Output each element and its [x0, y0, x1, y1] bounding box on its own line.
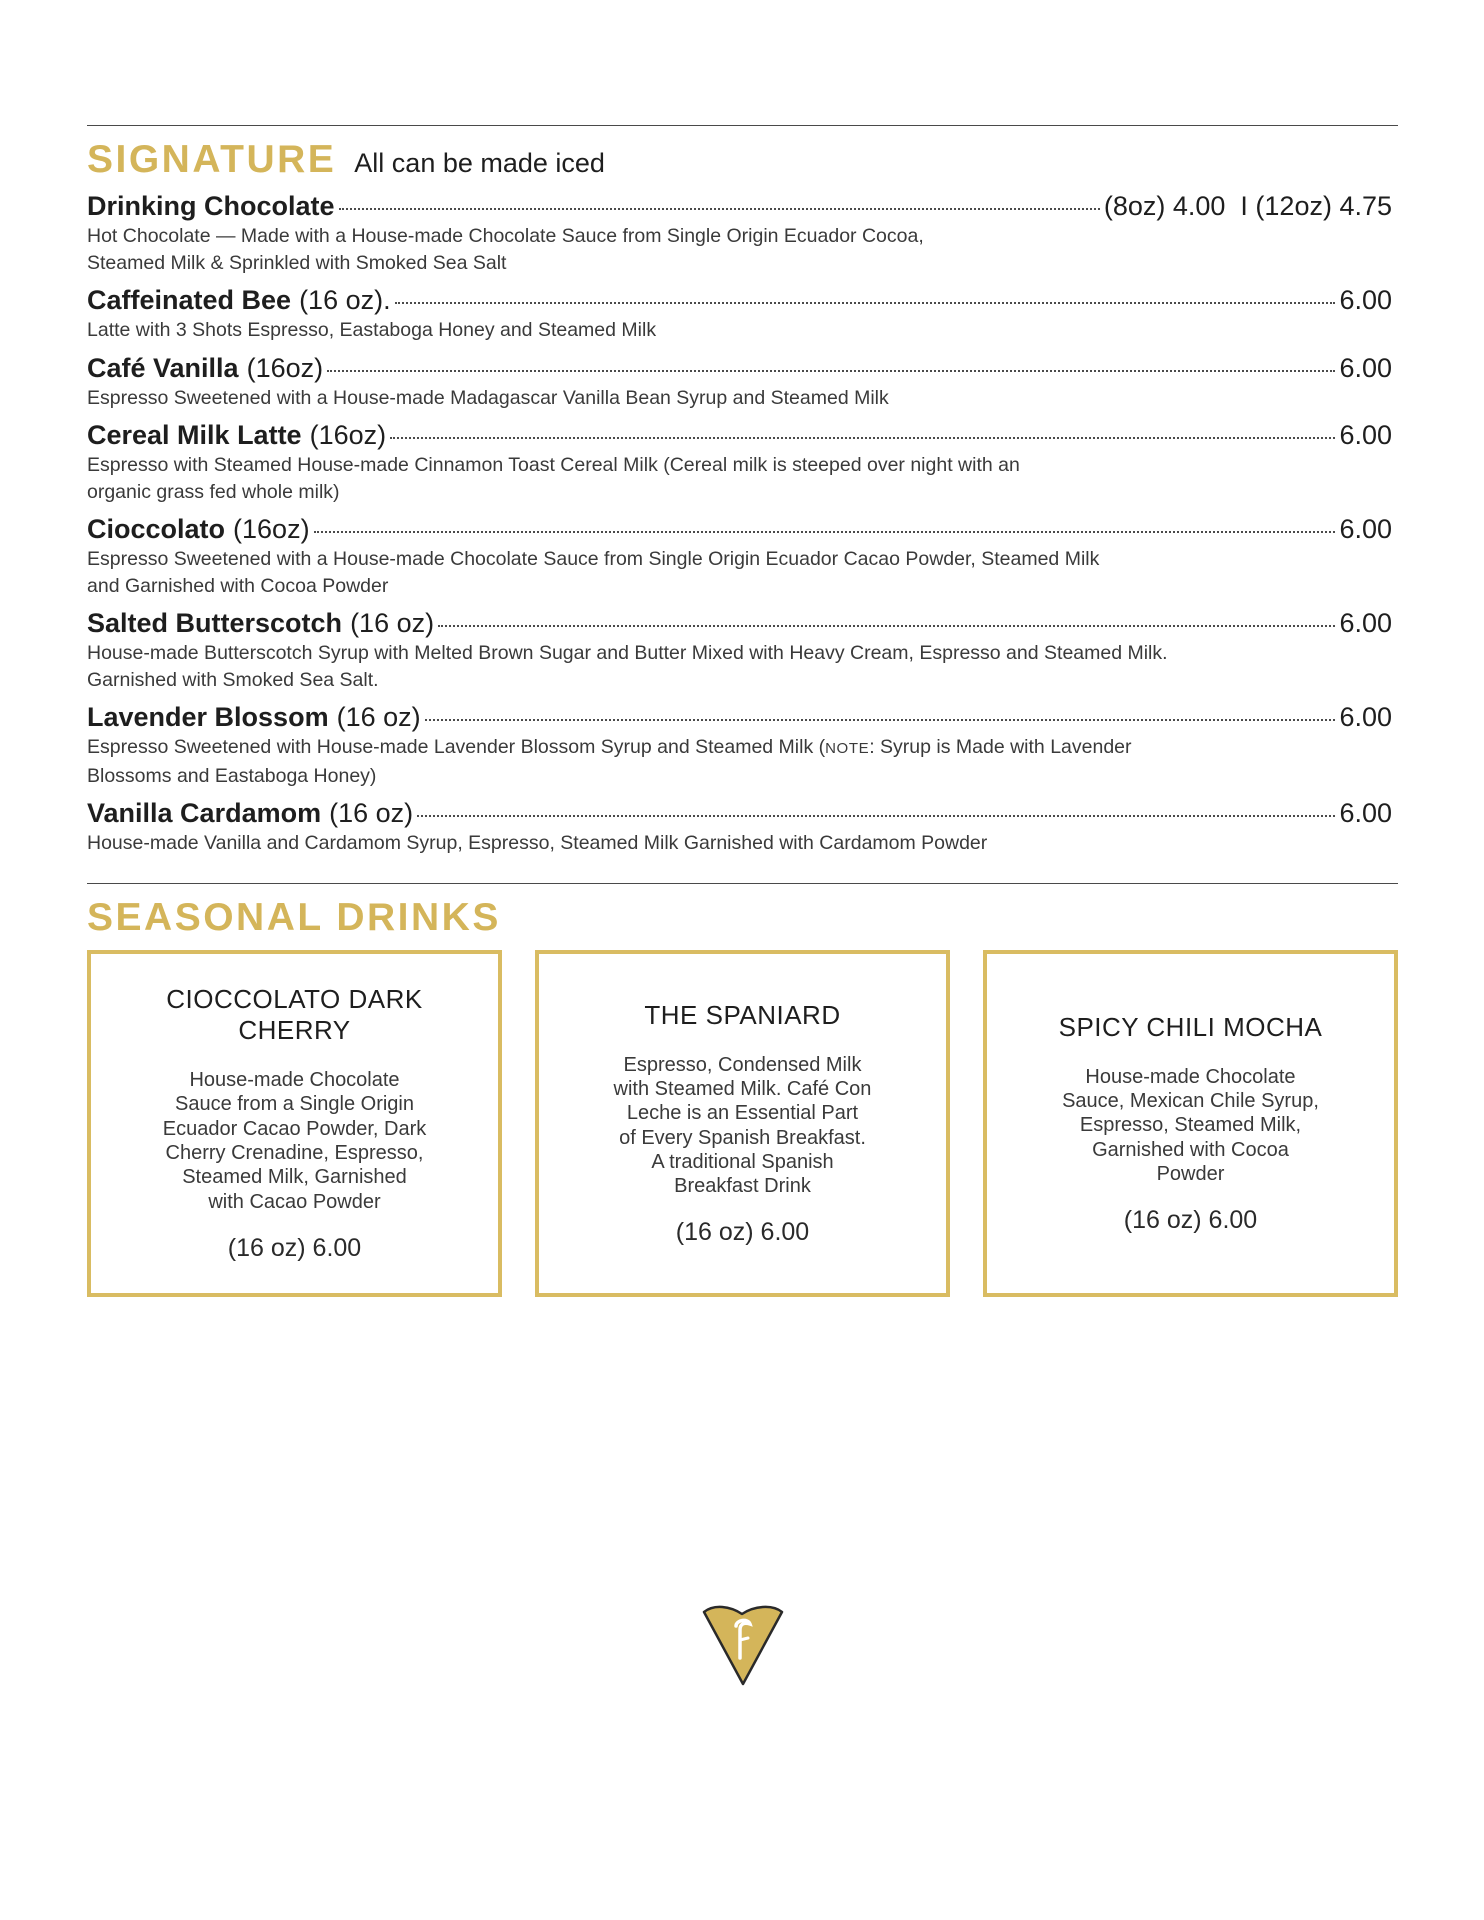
card-title	[166, 984, 422, 1046]
card-title-line: THE SPANIARD	[644, 999, 841, 1030]
item-size: (16 oz).	[299, 285, 391, 315]
item-description	[87, 734, 1398, 789]
menu-item	[87, 513, 1398, 599]
item-size: (16 oz)	[350, 608, 435, 638]
description-line: House-made Vanilla and Cardamom Syrup, Espresso, Steamed Milk Garnished with Cardamom Powder	[87, 832, 988, 854]
seasonal-divider	[87, 883, 1398, 884]
card-description	[1062, 1065, 1319, 1186]
item-size: (16oz)	[233, 514, 310, 544]
card-description-line: Steamed Milk, Garnished	[182, 1166, 407, 1189]
seasonal-card	[983, 950, 1398, 1297]
crepe-cone-logo-icon	[700, 1602, 786, 1688]
description-line	[87, 734, 1398, 763]
item-description	[87, 546, 1398, 599]
menu-item	[87, 797, 1398, 857]
menu-item	[87, 190, 1398, 276]
description-line: and Garnished with Cocoa Powder	[87, 574, 389, 597]
card-description-line: House-made Chocolate	[1085, 1065, 1296, 1088]
card-price: (16 oz) 6.00	[675, 1218, 810, 1247]
item-price: 6.00	[1339, 608, 1392, 638]
card-description-line: of Every Spanish Breakfast.	[619, 1126, 866, 1149]
description-line: Espresso with Steamed House-made Cinnamon Toast Cereal Milk (Cereal milk is steeped over night with an	[87, 454, 1020, 476]
description-line: Espresso Sweetened with a House-made Chocolate Sauce from Single Origin Ecuador Cacao Powder, Steamed Milk	[87, 548, 1100, 570]
dot-leader	[438, 625, 1335, 627]
dot-leader	[417, 815, 1335, 817]
item-size: (16oz)	[309, 420, 387, 450]
card-description-line: Espresso, Steamed Milk,	[1079, 1114, 1302, 1137]
description-line: House-made Butterscotch Syrup with Melted Brown Sugar and Butter Mixed with Heavy Cream, Espresso and Steamed Milk.	[87, 642, 1168, 664]
menu-item	[87, 352, 1398, 412]
item-name: Drinking Chocolate	[87, 191, 335, 221]
description-line: Steamed Milk & Sprinkled with Smoked Sea Salt	[87, 251, 507, 274]
item-description	[87, 317, 1398, 344]
dot-leader	[314, 531, 1336, 533]
card-description-line: Sauce, Mexican Chile Syrup,	[1062, 1090, 1319, 1113]
item-name: Café Vanilla	[87, 352, 239, 383]
menu-item	[87, 284, 1398, 344]
item-price: 6.00	[1339, 285, 1392, 315]
top-divider	[87, 125, 1398, 126]
item-name: Vanilla Cardamom	[87, 798, 322, 828]
card-description-line: Ecuador Cacao Powder, Dark	[162, 1117, 427, 1140]
item-price: 6.00	[1339, 798, 1392, 828]
description-text: Espresso Sweetened with House-made Lavender Blossom Syrup and Steamed Milk (	[87, 736, 826, 758]
signature-menu-list	[87, 190, 1398, 865]
item-description	[87, 385, 1398, 412]
card-description-line: A traditional Spanish	[651, 1150, 834, 1173]
signature-subtitle: All can be made iced	[354, 148, 605, 178]
item-description	[87, 640, 1398, 693]
seasonal-header	[87, 896, 501, 940]
item-description	[87, 830, 1398, 857]
description-text: : Syrup is Made with Lavender	[869, 736, 1132, 758]
card-description-line: Breakfast Drink	[674, 1175, 811, 1198]
card-description-line: Powder	[1156, 1162, 1225, 1185]
description-line: Garnished with Smoked Sea Salt.	[87, 668, 379, 691]
item-name: Lavender Blossom	[87, 702, 329, 732]
card-description-line: Cherry Crenadine, Espresso,	[165, 1142, 424, 1164]
card-description-line: Leche is an Essential Part	[626, 1102, 859, 1125]
item-price: 6.00	[1339, 702, 1392, 732]
dot-leader	[327, 370, 1335, 372]
card-title-line: CHERRY	[238, 1015, 351, 1046]
item-size: (16oz)	[246, 352, 324, 383]
seasonal-card	[535, 950, 950, 1297]
card-description	[163, 1068, 426, 1214]
card-description-line: Espresso, Condensed Milk	[623, 1053, 862, 1076]
signature-title: SIGNATURE	[87, 138, 337, 181]
card-description	[614, 1053, 872, 1199]
description-line: organic grass fed whole milk)	[87, 480, 340, 503]
dot-leader	[339, 208, 1100, 210]
card-title	[644, 1000, 840, 1031]
card-description-line: with Steamed Milk. Café Con	[613, 1077, 872, 1100]
item-price: 6.00	[1339, 352, 1392, 383]
card-title-line: SPICY CHILI MOCHA	[1058, 1011, 1323, 1042]
card-title	[1059, 1012, 1323, 1043]
menu-item	[87, 419, 1398, 505]
item-price: 6.00	[1339, 420, 1392, 450]
seasonal-cards	[87, 950, 1398, 1297]
menu-item	[87, 607, 1398, 693]
card-description-line: House-made Chocolate	[189, 1069, 400, 1092]
description-line: Hot Chocolate — Made with a House-made Chocolate Sauce from Single Origin Ecuador Cocoa,	[87, 225, 924, 247]
item-description	[87, 223, 1398, 276]
note-label: NOTE	[825, 740, 870, 757]
item-size: (16 oz)	[336, 702, 421, 732]
card-description-line: Garnished with Cocoa	[1092, 1138, 1289, 1161]
description-line: Espresso Sweetened with a House-made Madagascar Vanilla Bean Syrup and Steamed Milk	[87, 386, 889, 409]
item-name: Cioccolato	[87, 514, 226, 544]
seasonal-title: SEASONAL DRINKS	[87, 896, 501, 939]
card-price: (16 oz) 6.00	[1123, 1206, 1258, 1235]
signature-header	[87, 138, 605, 182]
item-description	[87, 452, 1398, 505]
card-price: (16 oz) 6.00	[227, 1233, 362, 1262]
item-name: Caffeinated Bee	[87, 285, 292, 315]
description-line: Blossoms and Eastaboga Honey)	[87, 764, 377, 787]
item-name: Salted Butterscotch	[87, 608, 343, 638]
card-description-line: with Cacao Powder	[208, 1190, 381, 1213]
description-line: Latte with 3 Shots Espresso, Eastaboga Honey and Steamed Milk	[87, 319, 657, 341]
item-price: (8oz) 4.00 I (12oz) 4.75	[1103, 191, 1392, 221]
card-title-line: CIOCCOLATO DARK	[166, 984, 423, 1015]
dot-leader	[390, 437, 1335, 439]
dot-leader	[425, 719, 1336, 721]
item-name: Cereal Milk Latte	[87, 420, 302, 450]
menu-item	[87, 701, 1398, 789]
dot-leader	[395, 302, 1336, 304]
card-description-line: Sauce from a Single Origin	[174, 1093, 414, 1116]
seasonal-card	[87, 950, 502, 1297]
item-size: (16 oz)	[329, 798, 414, 828]
item-price: 6.00	[1339, 514, 1392, 544]
